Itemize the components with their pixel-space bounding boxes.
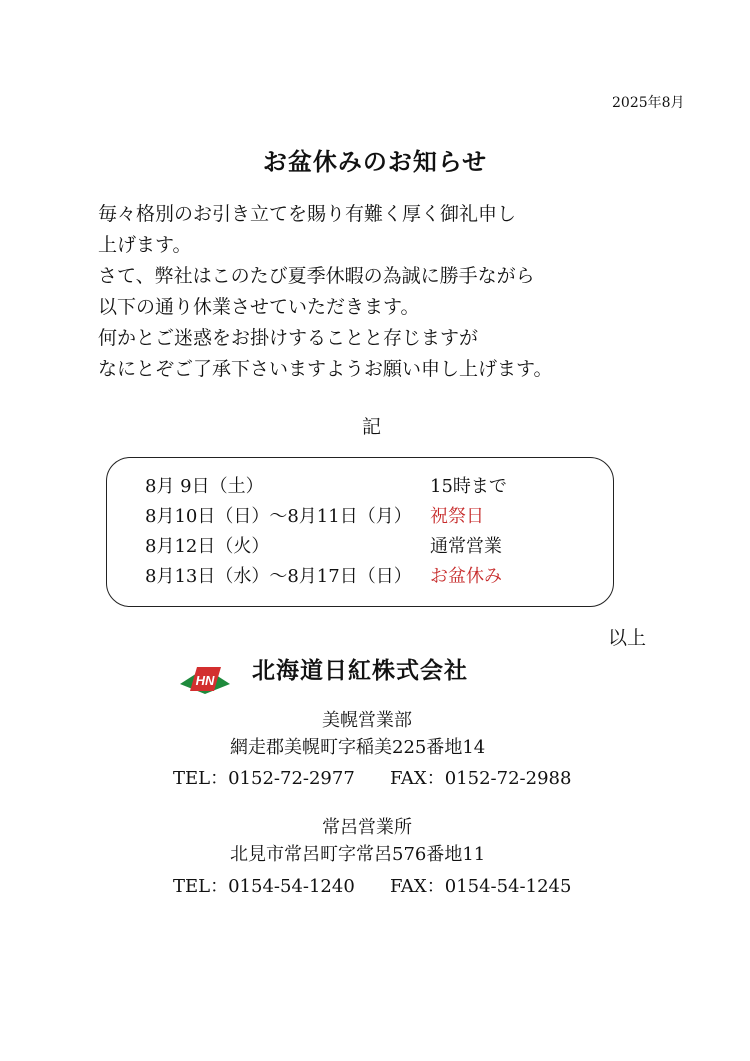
schedule-note: お盆休み [430, 566, 502, 587]
closing-ijou: 以上 [608, 627, 647, 649]
schedule-row [107, 502, 613, 532]
office-tel: TEL：0152-72-2977 [173, 768, 355, 789]
schedule-row [107, 532, 613, 562]
schedule-note: 通常営業 [430, 536, 502, 557]
office-name: 常呂営業所 [322, 817, 412, 838]
schedule-date: 8月10日（日）～8月11日（月） [145, 506, 412, 527]
schedule-row [107, 562, 613, 592]
office-tel: TEL：0154-54-1240 [173, 876, 355, 897]
ki-heading: 記 [362, 416, 382, 438]
body-line: なにとぞご了承下さいますようお願い申し上げます。 [98, 358, 553, 380]
schedule-date: 8月13日（水）～8月17日（日） [145, 566, 412, 587]
schedule-note: 祝祭日 [430, 506, 484, 527]
schedule-box [106, 457, 614, 607]
body-line: さて、弊社はこのたび夏季休暇の為誠に勝手ながら [98, 265, 535, 287]
schedule-note: 15時まで [430, 476, 507, 497]
logo-text: HN [195, 673, 215, 688]
company-name: 北海道日紅株式会社 [252, 657, 468, 684]
office-fax: FAX：0152-72-2988 [390, 768, 572, 789]
document-date: 2025年8月 [612, 95, 685, 111]
office-address: 網走郡美幌町字稲美225番地14 [230, 737, 486, 758]
schedule-date: 8月 9日（土） [145, 476, 264, 497]
body-line: 以下の通り休業させていただきます。 [98, 296, 420, 318]
company-logo-icon [180, 660, 230, 696]
schedule-row [107, 472, 613, 502]
schedule-date: 8月12日（火） [145, 536, 270, 557]
body-line: 上げます。 [98, 234, 192, 256]
office-fax: FAX：0154-54-1245 [390, 876, 572, 897]
body-line: 何かとご迷惑をお掛けすることと存じますが [98, 327, 479, 349]
office-address: 北見市常呂町字常呂576番地11 [230, 844, 486, 865]
office-name: 美幌営業部 [322, 710, 412, 731]
notice-body [98, 199, 552, 385]
notice-title: お盆休みのお知らせ [262, 147, 488, 176]
body-line: 毎々格別のお引き立てを賜り有難く厚く御礼申し [98, 203, 517, 225]
